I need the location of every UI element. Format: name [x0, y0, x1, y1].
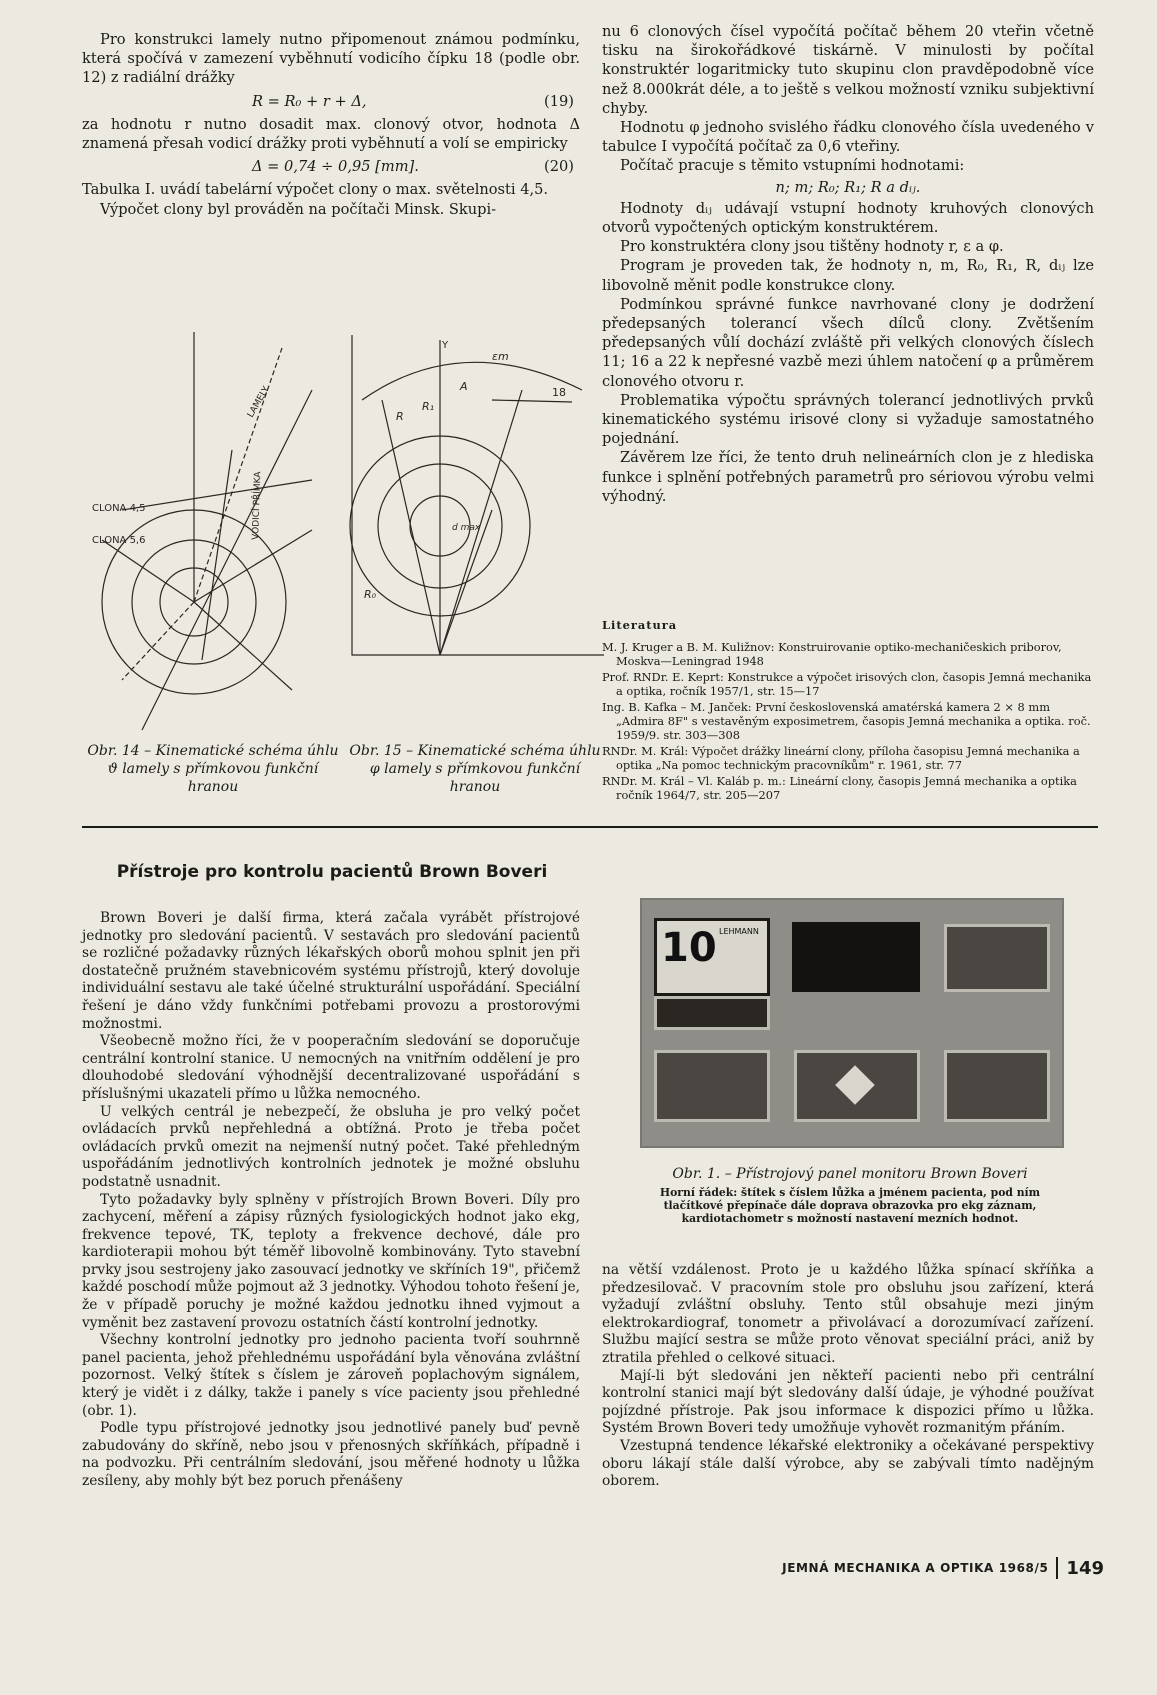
- label-a: A: [460, 380, 468, 393]
- footer-divider: [1056, 1557, 1058, 1579]
- diamond-indicator: [835, 1065, 875, 1105]
- page-footer: [778, 1557, 1104, 1579]
- paragraph: Mají-li být sledováni jen někteří pacienti nebo při centrální kontrolní stanici mají být sledovány další údaje, je výhodné používat pojízdné přístroje. Pak jsou informace k dispozici přímo u lůžka. Systém Brown Boveri tedy umožňuje vyhovět rozmanitým přáním.: [602, 1367, 1094, 1437]
- guide-line: [122, 480, 312, 510]
- label-lamely: LAMELY: [245, 384, 272, 420]
- equation-number: (20): [544, 158, 574, 176]
- journal-name: JEMNÁ MECHANIKA A OPTIKA 1968/5: [782, 1561, 1049, 1575]
- label-r0: R₀: [364, 588, 377, 601]
- paragraph: nu 6 clonových čísel vypočítá počítač během 20 vteřin včetně tisku na širokořádkové tiskárně. V minulosti by počítal konstruktér logaritmicky tuto skupinu clon pravděpodobně více než 8.000krát déle, a to ještě s velkou možností vzniku subjektivní chyby.: [602, 23, 1094, 117]
- patient-name: LEHMANN: [719, 927, 759, 936]
- guide-line: [142, 390, 312, 730]
- bed-number: 10: [661, 925, 717, 971]
- paragraph: Výpočet clony byl prováděn na počítači Minsk. Skupi-: [100, 200, 497, 218]
- monitor-panel-photo: [640, 898, 1064, 1148]
- label-clona-5-6: CLONA 5,6: [92, 535, 146, 546]
- paragraph: Počítač pracuje s těmito vstupními hodnotami:: [620, 157, 965, 175]
- equation-20: [82, 157, 580, 176]
- figure-1-caption: Obr. 1. – Přístrojový panel monitoru Brown Boveri: [672, 1166, 1028, 1182]
- paragraph: Tabulka I. uvádí tabelární výpočet clony o max. světelnosti 4,5.: [82, 181, 549, 199]
- right-column-top: [602, 22, 1094, 506]
- paragraph: Pro konstrukci lamely nutno připomenout známou podmínku, která spočívá v zamezení vyběhnutí vodicího čípku 18 (podle obr. 12) z radiální drážky: [82, 31, 580, 87]
- literature-heading: Literatura: [602, 618, 678, 632]
- cardiotachometer: [944, 924, 1050, 992]
- figure-14-diagram: [82, 330, 362, 742]
- paragraph: Brown Boveri je další firma, která začala vyrábět přístrojové jednotky pro sledování pacientů. V sestavách pro sledování pacientů se rozličné požadavky různých lékařských oborů mohou splnit jen při dostatečně pružném stavebnicovém systému přístrojů, který dovoluje individuální sestavu ale také účelné strukturální uspořádání. Speciální řešení je dáno vždy funkčními potřebami provozu a prostorovými možnostmi.: [82, 910, 580, 1032]
- figure-15-caption: Obr. 15 – Kinematické schéma úhlu φ lamely s přímkovou funkční hranou: [349, 743, 601, 795]
- paragraph: na větší vzdálenost. Proto je u každého lůžka spínací skříňka a předzesilovač. V pracovním stole pro obsluhu jsou zařízení, která vyžadují zvláštní obsluhy. Tento stůl obsahuje mezi jiným elektrokardiograf, tonometr a přivolávací a dorozumívací zařízení. Službu mající sestra se může proto věnovat speciální práci, aniž by ztratila přehled o celkové situaci.: [602, 1262, 1094, 1366]
- arc: [362, 362, 582, 400]
- guide-line: [194, 348, 282, 602]
- paragraph: U velkých centrál je nebezpečí, že obsluha je pro velký počet ovládacích prvků nepřehledná a obtížná. Proto je třeba počet ovládacích prvků omezit na nejmenší nutný počet. Také přehledným uspořádáním jednotlivých kontrolních jednotek je možné obsluhu podstatně usnadnit.: [82, 1103, 580, 1190]
- paragraph: Všeobecně možno říci, že v pooperačním sledování se doporučuje centrální kontrolní stanice. U nemocných na vnitřním oddělení je pro dlouhodobé sledování výhodnější decentralizované uspořádání s příslušnými ukazateli přímo u lůžka nemocného.: [82, 1033, 580, 1102]
- paragraph: Podmínkou správné funkce navrhované clony je dodržení předepsaných tolerancí všech dílců clony. Zvětšením předepsaných vůlí dochází zvláště při velkých clonových číslech 11; 16 a 22 k nepřesné vazbě mezi úhlem natočení φ a průměrem clonového otvoru r.: [602, 295, 1094, 390]
- monitor-unit: [654, 1050, 770, 1122]
- ray: [382, 400, 440, 655]
- label-vodici-primka: VODICÍ PŘÍMKA: [251, 471, 264, 541]
- equation-19: [82, 92, 580, 111]
- figure-15-diagram: [342, 330, 610, 660]
- label-r1: R₁: [422, 400, 435, 413]
- label-y: Y: [442, 340, 449, 351]
- label-18: 18: [552, 386, 566, 399]
- paragraph: Podle typu přístrojové jednotky jsou jednotlivé panely buď pevně zabudovány do skříně, nebo jsou v přenosných skříňkách, případně i na podvozku. Při centrálním sledování, jsou měřené hodnoty u lůžka zesíleny, aby mohly být bez poruch přenášeny: [82, 1420, 580, 1489]
- paragraph: Hodnoty dᵢⱼ udávají vstupní hodnoty kruhových clonových otvorů vypočtených optickým konstruktérem.: [602, 199, 1094, 237]
- equation-formula: Δ = 0,74 ÷ 0,95 [mm].: [252, 158, 419, 176]
- article-left-column: [82, 910, 580, 1491]
- bed-number-plate: [654, 918, 770, 996]
- reference-item: RNDr. M. Král – Vl. Kaláb p. m.: Lineární clony, časopis Jemná mechanika a optika ročník 1964/7, str. 205—207: [602, 774, 1077, 802]
- ray: [492, 400, 572, 402]
- reference-item: Ing. B. Kafka – M. Janček: První československá amatérská kamera 2 × 8 mm „Admira 8F" s vestavěným exposimetrem, časopis Jemná mechanika a optika. roč. 1959/9. str. 303—308: [602, 700, 1091, 742]
- label-eps: εm: [492, 350, 509, 363]
- equation-formula: R = R₀ + r + Δ,: [252, 92, 367, 110]
- equation-number: (19): [544, 92, 574, 110]
- paragraph: Všechny kontrolní jednotky pro jednoho pacienta tvoří souhrnně panel pacienta, jehož přehlednému uspořádání byla věnována zvláštní pozornost. Velký štítek s číslem je zároveň poplachovým signálem, který je vidět i z dálky, takže i panely s více pacienty jsou přehledné (obr. 1).: [82, 1332, 580, 1419]
- page-number: 149: [1066, 1557, 1104, 1579]
- literature-section: [602, 618, 1094, 804]
- label-dmax: d max: [452, 523, 481, 533]
- section-divider: [82, 826, 1098, 828]
- ecg-screen: [792, 922, 920, 992]
- paragraph: Program je proveden tak, že hodnoty n, m, R₀, R₁, R, dᵢⱼ lze libovolně měnit podle konstrukce clony.: [602, 257, 1094, 294]
- monitor-unit: [944, 1050, 1050, 1122]
- button-strip: [654, 996, 770, 1030]
- input-values: n; m; R₀; R₁; R a dᵢⱼ.: [775, 178, 921, 196]
- article-title: Přístroje pro kontrolu pacientů Brown Boveri: [116, 862, 548, 882]
- reference-item: RNDr. M. Král: Výpočet drážky lineární clony, příloha časopisu Jemná mechanika a optika „Na pomoc technickým pracovníkům" r. 1961, str. 77: [602, 744, 1080, 772]
- label-r: R: [396, 410, 404, 423]
- label-clona-4-5: CLONA 4,5: [92, 503, 146, 514]
- figure-14-caption: Obr. 14 – Kinematické schéma úhlu ϑ lamely s přímkovou funkční hranou: [87, 743, 339, 795]
- paragraph: za hodnotu r nutno dosadit max. clonový otvor, hodnota Δ znamená přesah vodicí drážky proti vyběhnutí a volí se empiricky: [82, 115, 580, 153]
- paragraph: Problematika výpočtu správných tolerancí jednotlivých prvků kinematického systému irisové clony si vyžaduje samostatného pojednání.: [602, 391, 1094, 448]
- left-column-top: [82, 30, 580, 219]
- paragraph: Tyto požadavky byly splněny v přístrojích Brown Boveri. Díly pro zachycení, měření a zápisy různých fysiologických hodnot jako ekg, frekvence tepové, TK, teploty a frekvence dechové, dále pro kardioterapii mohou být téměř libovolně kombinovány. Tyto stavební prvky jsou sestrojeny jako zasouvací jednotky ve skříních 19", přičemž každé poschodí může pojmout až 3 jednotky. Výhodou tohoto řešení je, že v případě poruchy je možné každou jednotku ihned vyjmout a vyměnit bez zastavení provozu ostatních částí kontrolní jednotky.: [82, 1191, 580, 1331]
- paragraph: Závěrem lze říci, že tento druh nelineárních clon je z hlediska funkce i splnění potřebných parametrů pro sériovou výrobu velmi výhodný.: [602, 449, 1094, 505]
- figure-1-description: Horní řádek: štítek s číslem lůžka a jménem pacienta, pod ním tlačítkové přepínače dále doprava obrazovka pro ekg záznam, kardiotachometr s možností nastavení mezních hodnot.: [659, 1186, 1041, 1225]
- reference-item: Prof. RNDr. E. Keprt: Konstrukce a výpočet irisových clon, časopis Jemná mechanika a optika, ročník 1957/1, str. 15—17: [602, 670, 1092, 698]
- monitor-unit: [794, 1050, 920, 1122]
- paragraph: Hodnotu φ jednoho svislého řádku clonového čísla uvedeného v tabulce I vypočítá počítač za 0,6 vteřiny.: [602, 119, 1094, 156]
- article-right-column: [602, 1262, 1094, 1491]
- paragraph: Vzestupná tendence lékařské elektroniky a očekávané perspektivy oboru lákají stále další výrobce, aby se zabývali tímto nadějným oborem.: [602, 1437, 1094, 1490]
- guide-line: [202, 450, 232, 660]
- paragraph: Pro konstruktéra clony jsou tištěny hodnoty r, ε a φ.: [620, 238, 1004, 256]
- reference-item: M. J. Kruger a B. M. Kuližnov: Konstruirovanie optiko-mechaničeskich priborov, Moskva—Leningrad 1948: [602, 640, 1062, 668]
